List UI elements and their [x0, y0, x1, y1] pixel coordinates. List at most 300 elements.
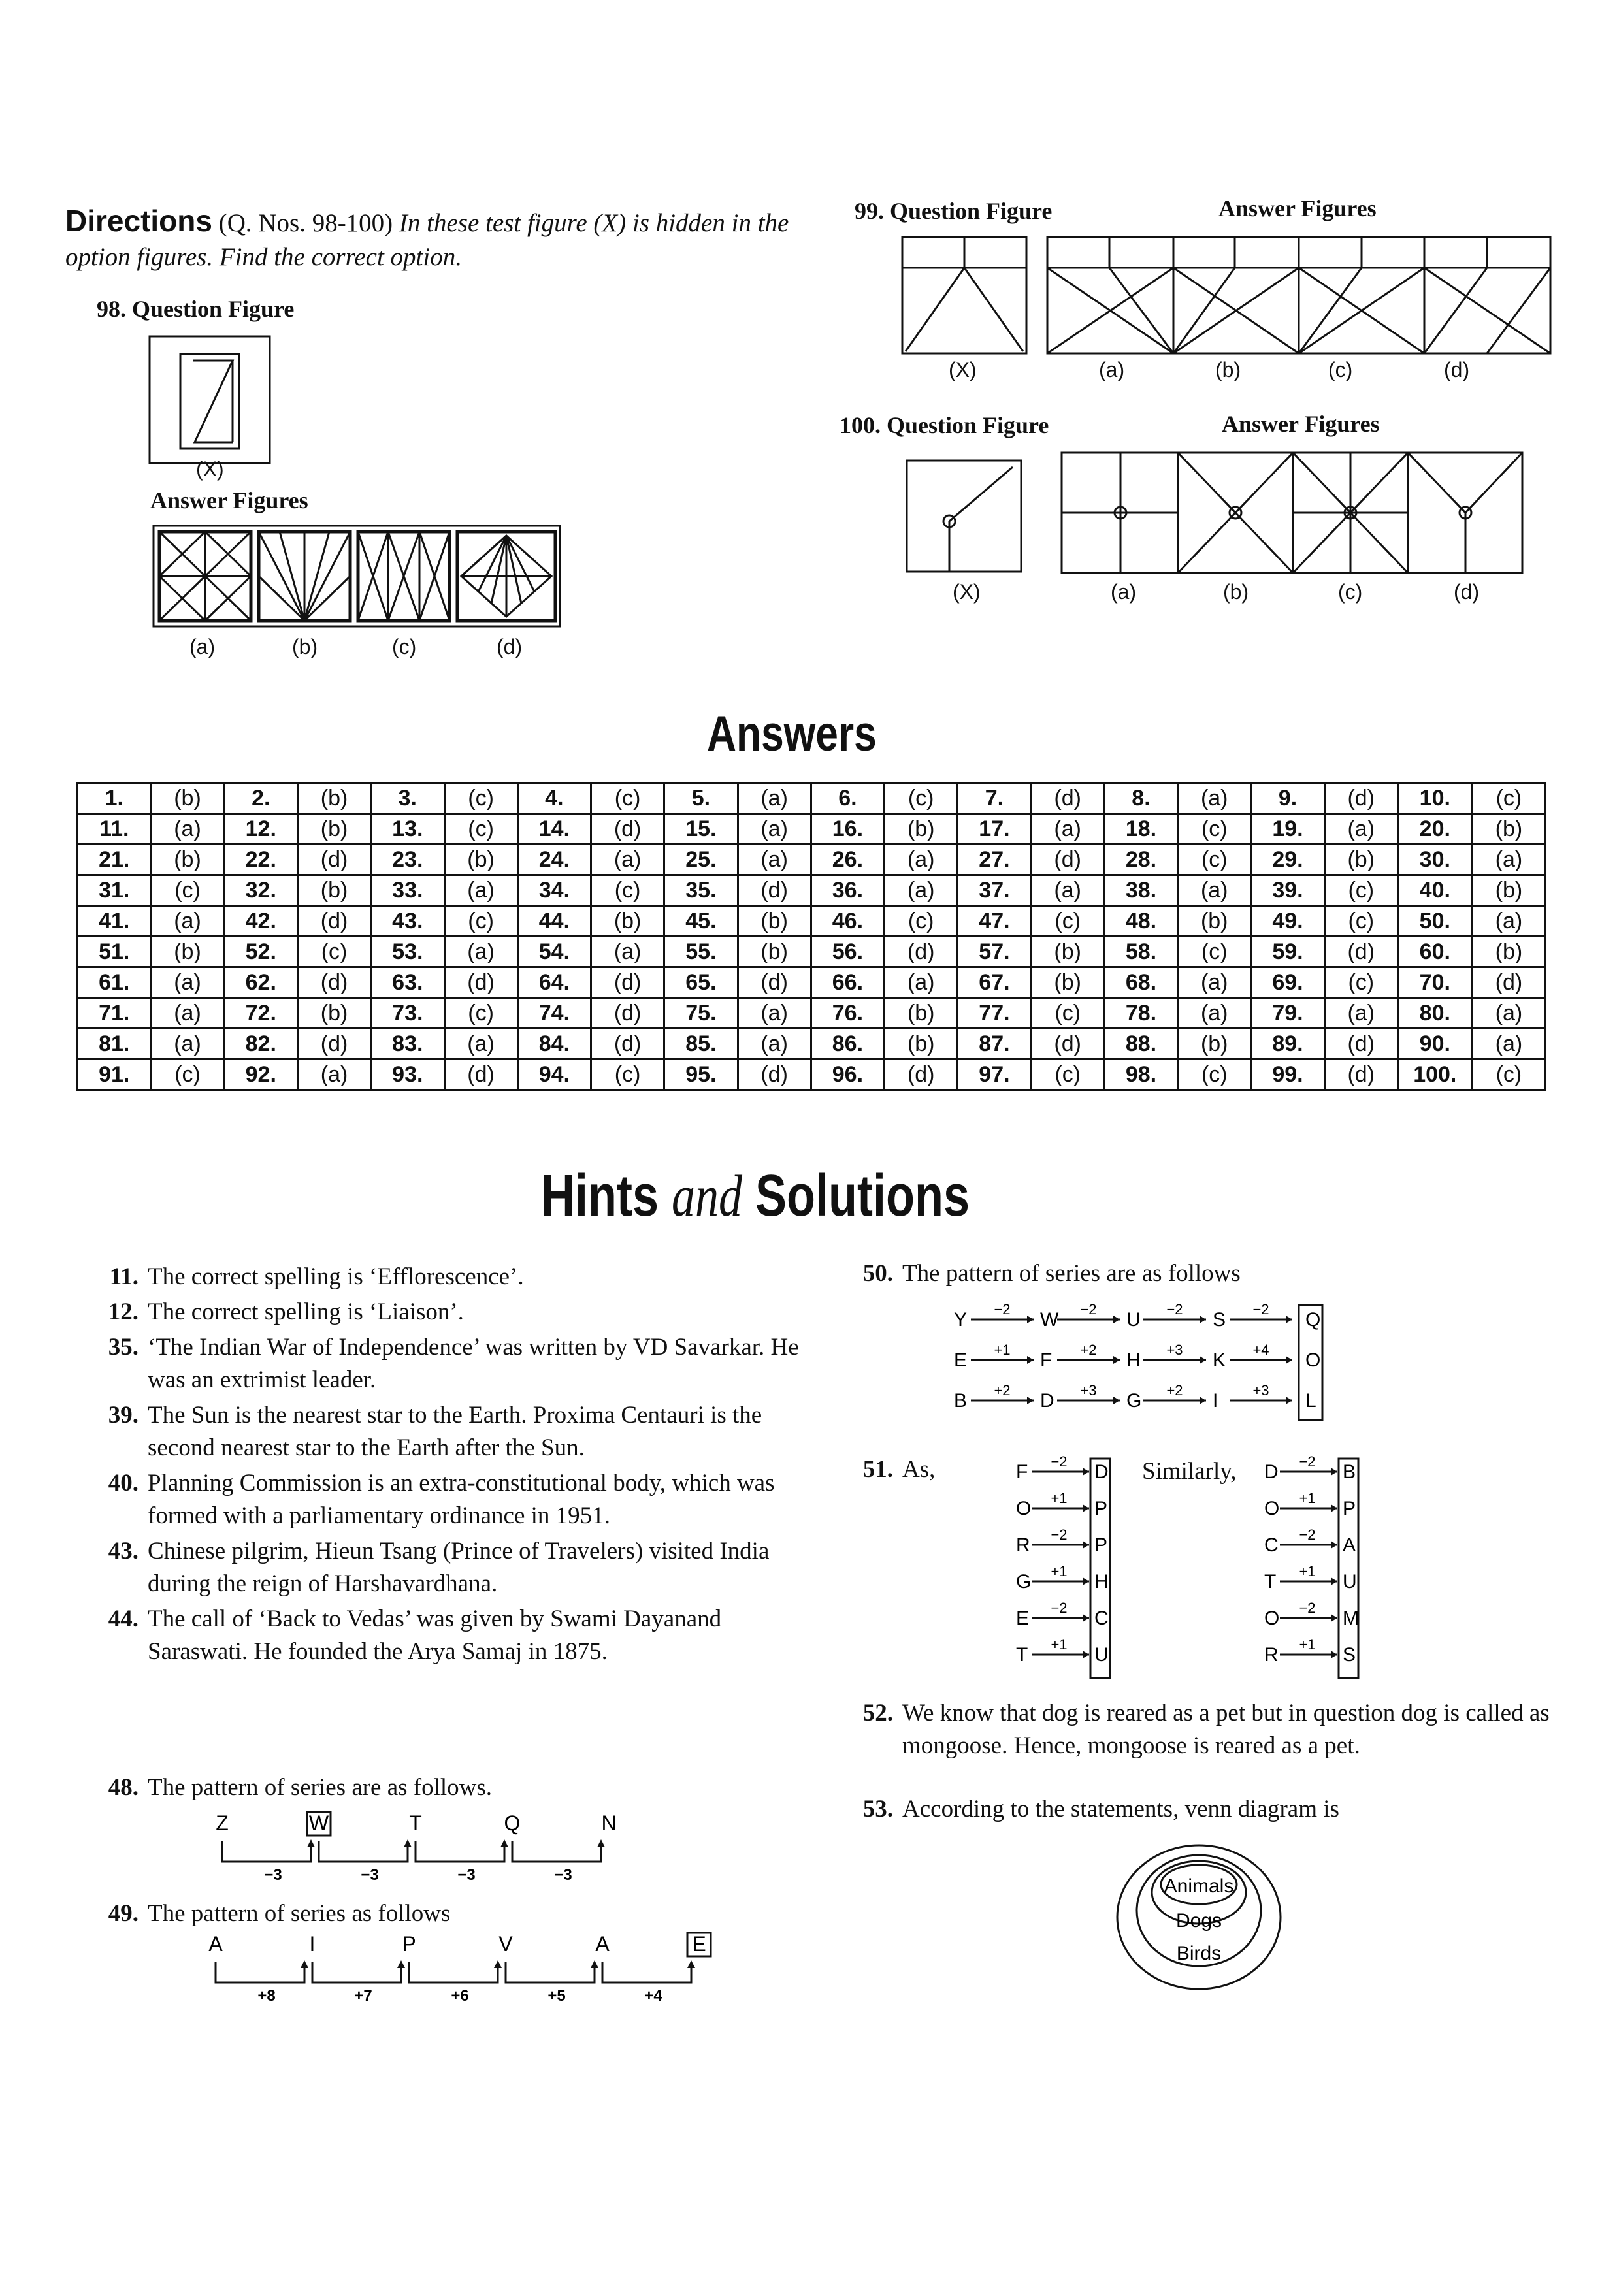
answer-option: (a): [738, 845, 811, 875]
arrow-head: [1331, 1577, 1337, 1585]
arrow-head: [1113, 1316, 1120, 1323]
answer-option: (a): [591, 937, 664, 967]
arrow-head: [1113, 1356, 1120, 1364]
coding-diff: −2: [1299, 1453, 1316, 1470]
answer-option: (c): [1178, 814, 1251, 845]
answers-row: [78, 906, 1546, 937]
series-letter: B: [954, 1390, 968, 1412]
answer-option: (b): [591, 906, 664, 937]
hint-text: ‘The Indian War of Independence’ was written by VD Savarkar. He was an extrimist leader.: [148, 1334, 799, 1393]
answer-option: (d): [1324, 1029, 1397, 1059]
answer-option: (d): [298, 1029, 371, 1059]
answer-option: (a): [885, 875, 958, 906]
hint-49: [98, 1898, 810, 1930]
answer-number: 96.: [811, 1059, 885, 1090]
answer-option: (c): [1178, 845, 1251, 875]
answer-number: 71.: [78, 998, 152, 1029]
hints-title: [541, 1163, 970, 1230]
answer-option: (a): [444, 875, 517, 906]
q100-label: 100. Question Figure: [840, 412, 1049, 438]
answer-number: 26.: [811, 845, 885, 875]
hint-text: The correct spelling is ‘Liaison’.: [148, 1299, 464, 1325]
series-letter: U: [1126, 1309, 1141, 1331]
answer-number: 1.: [78, 783, 152, 814]
answer-number: 29.: [1251, 845, 1325, 875]
series-letter: A: [208, 1932, 223, 1956]
coded-letter: S: [1343, 1644, 1356, 1666]
answer-number: 72.: [224, 998, 298, 1029]
series-letter: W: [308, 1811, 329, 1835]
answer-number: 48.: [1104, 906, 1178, 937]
answer-option: (c): [298, 937, 371, 967]
q100-option-a: (a): [1111, 580, 1137, 604]
answer-option: (a): [444, 937, 517, 967]
hint-number: 35.: [108, 1334, 139, 1361]
answer-number: 41.: [78, 906, 152, 937]
answers-row: [78, 875, 1546, 906]
hint-number: 43.: [108, 1538, 139, 1564]
hint-text: The Sun is the nearest star to the Earth. Proxima Centauri is the second nearest star to the Earth after the Sun.: [148, 1402, 762, 1461]
hint-49-series: [203, 1930, 706, 2009]
series-bracket: [506, 1962, 595, 1982]
answer-option: (c): [591, 875, 664, 906]
answer-number: 100.: [1397, 1059, 1472, 1090]
hint-text: The correct spelling is ‘Efflorescence’.: [148, 1263, 524, 1290]
coded-letter: C: [1094, 1608, 1109, 1629]
q98-x-label: (X): [196, 457, 224, 481]
series-bracket: [602, 1962, 691, 1982]
series-letter: Y: [954, 1309, 968, 1331]
answer-option: (c): [885, 906, 958, 937]
series-diff: +3: [1166, 1342, 1183, 1358]
answer-option: (a): [1178, 875, 1251, 906]
answer-number: 54.: [517, 937, 591, 967]
answer-option: (b): [298, 875, 371, 906]
answer-letter: L: [1305, 1390, 1316, 1412]
series-diff: −2: [1166, 1301, 1183, 1318]
arrow-head: [1027, 1316, 1034, 1323]
coded-letter: P: [1343, 1498, 1356, 1519]
answer-option: (b): [885, 998, 958, 1029]
hint-48: [98, 1771, 810, 1804]
arrow-head: [1331, 1614, 1337, 1622]
answer-number: 9.: [1251, 783, 1325, 814]
answer-number: 43.: [371, 906, 445, 937]
q99-option-a: (a): [1099, 358, 1125, 381]
series-diff: +4: [1252, 1342, 1269, 1358]
source-letter: R: [1264, 1644, 1279, 1666]
answer-number: 37.: [958, 875, 1032, 906]
hint-52: [853, 1697, 1571, 1762]
answer-option: (c): [151, 875, 224, 906]
answer-number: 66.: [811, 967, 885, 998]
answer-option: (c): [591, 783, 664, 814]
answer-option: (c): [591, 1059, 664, 1090]
answer-number: 58.: [1104, 937, 1178, 967]
coding-diff: −2: [1051, 1527, 1068, 1543]
arrow-head: [1200, 1397, 1206, 1404]
answer-option: (b): [885, 1029, 958, 1059]
series-letter: I: [309, 1932, 316, 1956]
answers-row: [78, 967, 1546, 998]
answer-option: (d): [1472, 967, 1545, 998]
answer-number: 80.: [1397, 998, 1472, 1029]
answer-number: 44.: [517, 906, 591, 937]
answer-option: (b): [151, 845, 224, 875]
source-letter: C: [1264, 1534, 1279, 1556]
arrow-head: [1113, 1397, 1120, 1404]
answer-number: 98.: [1104, 1059, 1178, 1090]
answer-option: (d): [885, 937, 958, 967]
series-diff: −3: [554, 1866, 572, 1884]
answer-number: 64.: [517, 967, 591, 998]
q98-answer-label: Answer Figures: [150, 487, 308, 513]
series-diff: +7: [354, 1987, 372, 2005]
answer-number: 62.: [224, 967, 298, 998]
series-diff: +2: [994, 1382, 1011, 1399]
answer-option: (b): [298, 783, 371, 814]
answer-number: 17.: [958, 814, 1032, 845]
answer-number: 65.: [664, 967, 738, 998]
answer-number: 27.: [958, 845, 1032, 875]
hint-text: Planning Commission is an extra-constitutional body, which was formed with a parliamentary ordinance in 1951.: [148, 1470, 775, 1529]
hint-item: [98, 1261, 810, 1293]
answer-option: (a): [1031, 875, 1104, 906]
answer-option: (a): [151, 967, 224, 998]
answer-option: (b): [151, 783, 224, 814]
answer-number: 15.: [664, 814, 738, 845]
answer-number: 28.: [1104, 845, 1178, 875]
answer-number: 47.: [958, 906, 1032, 937]
answer-number: 60.: [1397, 937, 1472, 967]
answer-option: (c): [444, 814, 517, 845]
answer-option: (a): [885, 967, 958, 998]
answer-number: 11.: [78, 814, 152, 845]
answer-number: 55.: [664, 937, 738, 967]
arrow-head: [404, 1839, 412, 1847]
answer-option: (b): [1178, 1029, 1251, 1059]
hint-48-num: 48.: [108, 1774, 139, 1801]
answer-option: (a): [738, 783, 811, 814]
coded-letter: M: [1343, 1608, 1359, 1629]
answer-number: 32.: [224, 875, 298, 906]
series-diff: +8: [257, 1987, 276, 2005]
answer-number: 75.: [664, 998, 738, 1029]
hint-number: 12.: [108, 1299, 139, 1325]
series-letter: S: [1213, 1309, 1226, 1331]
hint-51-as: As,: [902, 1456, 936, 1483]
answer-number: 79.: [1251, 998, 1325, 1029]
q100-x-label: (X): [953, 580, 981, 604]
answers-row: [78, 1059, 1546, 1090]
coded-letter: D: [1094, 1461, 1109, 1483]
answer-option: (b): [444, 845, 517, 875]
answer-option: (d): [591, 998, 664, 1029]
series-bracket: [222, 1841, 311, 1862]
answer-option: (a): [738, 998, 811, 1029]
answer-option: (d): [444, 1059, 517, 1090]
arrow-head: [1083, 1468, 1089, 1476]
answer-option: (d): [444, 967, 517, 998]
answer-number: 91.: [78, 1059, 152, 1090]
series-letter: K: [1213, 1350, 1226, 1371]
answer-option: (c): [1324, 875, 1397, 906]
answer-option: (d): [885, 1059, 958, 1090]
source-letter: O: [1264, 1498, 1280, 1519]
answer-number: 33.: [371, 875, 445, 906]
answer-number: 87.: [958, 1029, 1032, 1059]
source-letter: T: [1016, 1644, 1028, 1666]
q98-option-a: (a): [189, 635, 216, 658]
answer-number: 92.: [224, 1059, 298, 1090]
answer-option: (a): [1472, 998, 1545, 1029]
answer-option: (c): [1031, 906, 1104, 937]
answer-number: 16.: [811, 814, 885, 845]
coding-diff: +1: [1051, 1563, 1068, 1579]
arrow-head: [1331, 1651, 1337, 1658]
answer-number: 90.: [1397, 1029, 1472, 1059]
answer-option: (b): [1031, 967, 1104, 998]
hint-item: [98, 1535, 810, 1600]
answer-number: 50.: [1397, 906, 1472, 937]
source-letter: O: [1264, 1608, 1280, 1629]
series-diff: −2: [994, 1301, 1011, 1318]
hint-number: 11.: [109, 1263, 139, 1290]
answer-number: 36.: [811, 875, 885, 906]
source-letter: E: [1016, 1608, 1030, 1629]
answer-number: 95.: [664, 1059, 738, 1090]
q99-figures: [900, 235, 1554, 356]
series-letter: V: [498, 1932, 513, 1956]
answer-number: 35.: [664, 875, 738, 906]
answers-table: [76, 782, 1546, 1091]
answer-option: (a): [444, 1029, 517, 1059]
arrow-head: [1083, 1614, 1089, 1622]
answer-option: (a): [1324, 814, 1397, 845]
series-diff: −2: [1252, 1301, 1269, 1318]
answer-number: 69.: [1251, 967, 1325, 998]
series-bracket: [216, 1962, 304, 1982]
arrow-head: [1286, 1316, 1292, 1323]
answer-letter: O: [1305, 1350, 1321, 1371]
answer-option: (a): [738, 1029, 811, 1059]
answer-option: (b): [738, 906, 811, 937]
answer-option: (c): [444, 906, 517, 937]
arrow-head: [1200, 1356, 1206, 1364]
q100-option-b: (b): [1223, 580, 1249, 604]
answer-option: (c): [1324, 967, 1397, 998]
answer-option: (a): [1472, 906, 1545, 937]
hint-item: [98, 1331, 810, 1397]
series-letter: E: [954, 1350, 968, 1371]
answer-option: (b): [885, 814, 958, 845]
answer-option: (d): [298, 967, 371, 998]
answer-option: (c): [151, 1059, 224, 1090]
coding-diff: +1: [1299, 1490, 1316, 1506]
directions-text: In these test figure (X) is hidden in the option figures. Find the correct option.: [65, 209, 789, 271]
answer-number: 10.: [1397, 783, 1472, 814]
answer-number: 61.: [78, 967, 152, 998]
arrow-head: [1200, 1316, 1206, 1323]
arrow-head: [1331, 1504, 1337, 1512]
series-letter: I: [1213, 1390, 1218, 1412]
q99-x-label: (X): [949, 358, 977, 381]
answer-number: 82.: [224, 1029, 298, 1059]
series-diff: +6: [451, 1987, 469, 2005]
answers-row: [78, 814, 1546, 845]
hint-51-num: 51.: [862, 1456, 893, 1483]
arrow-head: [494, 1960, 502, 1968]
answer-number: 88.: [1104, 1029, 1178, 1059]
answer-option: (c): [1472, 1059, 1545, 1090]
series-letter: N: [601, 1811, 617, 1835]
answer-option: (c): [1031, 1059, 1104, 1090]
directions-lead: Directions: [65, 204, 212, 238]
answer-option: (a): [1178, 998, 1251, 1029]
series-letter: W: [1040, 1309, 1059, 1331]
answer-option: (a): [1472, 1029, 1545, 1059]
answer-option: (b): [298, 814, 371, 845]
hint-53: [853, 1793, 1571, 1826]
arrow-head: [307, 1839, 315, 1847]
hint-number: 44.: [108, 1606, 139, 1632]
coded-letter: B: [1343, 1461, 1356, 1483]
answer-number: 81.: [78, 1029, 152, 1059]
venn-diagram: [1114, 1839, 1310, 1996]
answer-number: 68.: [1104, 967, 1178, 998]
series-letter: H: [1126, 1350, 1141, 1371]
answer-option: (a): [1178, 967, 1251, 998]
answer-number: 39.: [1251, 875, 1325, 906]
hint-number: 40.: [108, 1470, 139, 1496]
directions: [65, 204, 810, 274]
answer-number: 38.: [1104, 875, 1178, 906]
answer-option: (d): [591, 967, 664, 998]
answer-number: 45.: [664, 906, 738, 937]
answers-row: [78, 783, 1546, 814]
arrow-head: [1083, 1504, 1089, 1512]
answer-number: 34.: [517, 875, 591, 906]
arrow-head: [591, 1960, 598, 1968]
q98-label: 98. Question Figure: [97, 296, 295, 322]
source-letter: T: [1264, 1571, 1277, 1593]
source-letter: G: [1016, 1571, 1032, 1593]
answer-option: (c): [1178, 937, 1251, 967]
directions-range: (Q. Nos. 98-100): [218, 209, 393, 237]
answers-title: Answers: [707, 706, 877, 762]
answers-row: [78, 845, 1546, 875]
series-letter: A: [595, 1932, 610, 1956]
answer-option: (d): [738, 875, 811, 906]
answer-number: 6.: [811, 783, 885, 814]
coding-diff: −2: [1299, 1600, 1316, 1616]
q98-answer-figures: [152, 524, 562, 628]
hint-52-text: We know that dog is reared as a pet but in question dog is called as mongoose. Hence, mongoose is reared as a pet.: [902, 1700, 1550, 1759]
source-letter: D: [1264, 1461, 1279, 1483]
answer-number: 97.: [958, 1059, 1032, 1090]
coded-letter: P: [1094, 1498, 1108, 1519]
answer-number: 7.: [958, 783, 1032, 814]
hint-51: [853, 1453, 935, 1486]
answer-option: (d): [298, 845, 371, 875]
arrow-head: [1286, 1397, 1292, 1404]
arrow-head: [397, 1960, 405, 1968]
answer-option: (d): [1031, 1029, 1104, 1059]
answer-number: 13.: [371, 814, 445, 845]
answer-number: 84.: [517, 1029, 591, 1059]
coding-diff: +1: [1299, 1636, 1316, 1653]
hints-title-b: and: [672, 1164, 743, 1229]
answer-number: 56.: [811, 937, 885, 967]
answer-option: (a): [1472, 845, 1545, 875]
q98-option-c: (c): [392, 635, 417, 658]
arrow-head: [597, 1839, 605, 1847]
answer-number: 42.: [224, 906, 298, 937]
answer-option: (d): [738, 967, 811, 998]
arrow-head: [1027, 1397, 1034, 1404]
answer-number: 23.: [371, 845, 445, 875]
coding-diff: +1: [1051, 1490, 1068, 1506]
q100-answer-label: Answer Figures: [1222, 411, 1380, 437]
hint-50: [853, 1257, 1571, 1290]
coding-diff: +1: [1299, 1563, 1316, 1579]
answer-option: (a): [738, 814, 811, 845]
series-diff: −2: [1080, 1301, 1097, 1318]
venn-label-dogs: Dogs: [1175, 1910, 1222, 1932]
arrow-head: [301, 1960, 308, 1968]
answer-number: 53.: [371, 937, 445, 967]
series-diff: +3: [1252, 1382, 1269, 1399]
answer-option: (a): [1178, 783, 1251, 814]
coding-diff: −2: [1299, 1527, 1316, 1543]
source-letter: O: [1016, 1498, 1032, 1519]
answer-number: 21.: [78, 845, 152, 875]
series-bracket: [312, 1962, 401, 1982]
answer-number: 18.: [1104, 814, 1178, 845]
coding-diff: +1: [1051, 1636, 1068, 1653]
answer-option: (a): [885, 845, 958, 875]
coded-letter: U: [1343, 1571, 1357, 1593]
answer-number: 76.: [811, 998, 885, 1029]
series-bracket: [416, 1841, 504, 1862]
series-diff: −3: [361, 1866, 379, 1884]
answer-number: 94.: [517, 1059, 591, 1090]
hint-48-series: [209, 1809, 693, 1888]
q98-question-figure: [148, 334, 272, 465]
answer-number: 4.: [517, 783, 591, 814]
hint-50-text: The pattern of series are as follows: [902, 1260, 1241, 1287]
answer-option: (d): [591, 814, 664, 845]
coding-diff: −2: [1051, 1453, 1068, 1470]
coded-letter: P: [1094, 1534, 1108, 1556]
q100-option-d: (d): [1454, 580, 1480, 604]
source-letter: F: [1016, 1461, 1028, 1483]
arrow-head: [1286, 1356, 1292, 1364]
answer-number: 5.: [664, 783, 738, 814]
series-diff: +5: [547, 1987, 566, 2005]
arrow-head: [1331, 1468, 1337, 1476]
answer-number: 74.: [517, 998, 591, 1029]
answer-number: 59.: [1251, 937, 1325, 967]
hint-48-text: The pattern of series are as follows.: [148, 1774, 493, 1801]
hints-title-c: Solutions: [755, 1163, 970, 1229]
answer-option: (a): [298, 1059, 371, 1090]
answer-number: 2.: [224, 783, 298, 814]
answer-number: 85.: [664, 1029, 738, 1059]
arrow-head: [500, 1839, 508, 1847]
answer-option: (b): [298, 998, 371, 1029]
answer-option: (c): [1472, 783, 1545, 814]
